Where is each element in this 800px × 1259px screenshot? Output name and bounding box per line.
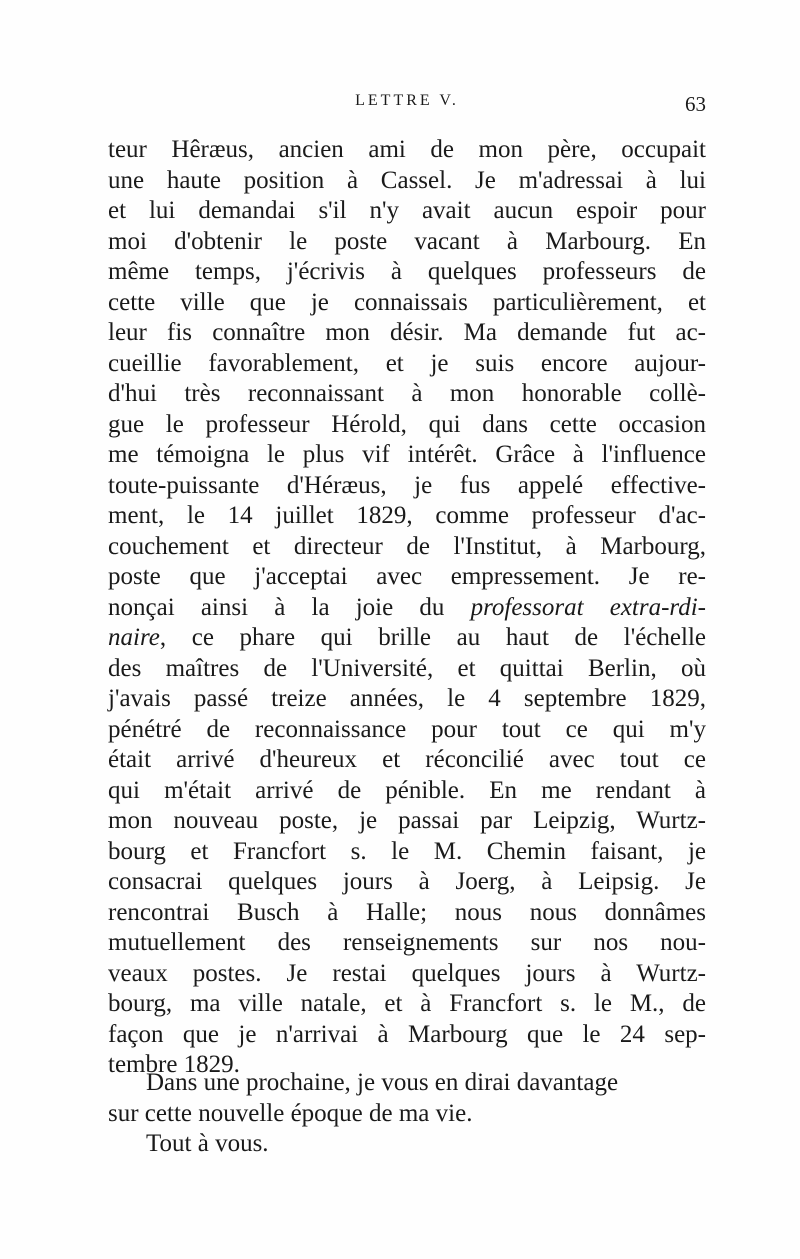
text-line: mon nouveau poste, je passai par Leipzig, Wurtz- xyxy=(108,807,706,834)
text-line: cueillie favorablement, et je suis encore aujour- xyxy=(108,349,706,377)
running-head xyxy=(108,92,706,122)
text-line: même temps, j'écrivis à quelques professeurs de xyxy=(108,258,706,285)
text-line: tembre 1829. xyxy=(108,1051,240,1078)
closing-line: Dans une prochaine, je vous en dirai davantage xyxy=(146,1069,619,1096)
page-number: 63 xyxy=(685,92,706,116)
text-line: cette ville que je connaissais particulièrement, et xyxy=(108,288,706,316)
italic-phrase: naire xyxy=(108,624,160,651)
text-line: consacrai quelques jours à Joerg, à Leipsig. Je xyxy=(108,868,706,895)
text-line: moi d'obtenir le poste vacant à Marbourg. En xyxy=(108,227,706,255)
text-line: veaux postes. Je restai quelques jours à Wurtz- xyxy=(108,959,706,987)
text-line: teur Hêræus, ancien ami de mon père, occupait xyxy=(108,136,706,163)
text-line: d'hui très reconnaissant à mon honorable collè- xyxy=(108,380,706,407)
text-line: mutuellement des renseignements sur nos nou- xyxy=(108,929,706,956)
text-line: me témoigna le plus vif intérêt. Grâce à l'influence xyxy=(108,441,706,468)
text-line: et lui demandai s'il n'y avait aucun espoir pour xyxy=(108,197,706,224)
text-line: couchement et directeur de l'Institut, à Marbourg, xyxy=(108,532,706,560)
text-line: bourg, ma ville natale, et à Francfort s. le M., de xyxy=(108,990,706,1017)
text-line: une haute position à Cassel. Je m'adressai à lui xyxy=(108,166,706,194)
text-line: était arrivé d'heureux et réconcilié avec tout ce xyxy=(108,746,706,773)
text-line: pénétré de reconnaissance pour tout ce qui m'y xyxy=(108,715,706,743)
text-line: des maîtres de l'Université, et quittai Berlin, où xyxy=(108,654,706,682)
text-line: j'avais passé treize années, le 4 septembre 1829, xyxy=(108,685,706,712)
text-line: rencontrai Busch à Halle; nous nous donnâmes xyxy=(108,898,706,926)
text-line: leur fis connaître mon désir. Ma demande fut ac- xyxy=(108,319,706,346)
text-run: nonçai ainsi à la joie du xyxy=(108,593,471,621)
text-line: toute-puissante d'Héræus, je fus appelé effective- xyxy=(108,471,706,499)
signoff: Tout à vous. xyxy=(146,1130,269,1157)
text-line: gue le professeur Hérold, qui dans cette occasion xyxy=(108,410,706,438)
body-text xyxy=(108,135,706,1081)
running-title: LETTRE V. xyxy=(355,92,459,109)
text-line: poste que j'acceptai avec empressement. Je re- xyxy=(108,563,706,590)
italic-phrase: professorat extra-rdi- xyxy=(470,593,706,621)
text-line: qui m'était arrivé de pénible. En me rendant à xyxy=(108,776,706,804)
closing-line: sur cette nouvelle époque de ma vie. xyxy=(108,1099,473,1127)
text-run: , ce phare qui brille au haut de l'échelle xyxy=(159,624,706,651)
text-line: bourg et Francfort s. le M. Chemin faisant, je xyxy=(108,837,706,865)
text-line-mixed xyxy=(108,593,706,624)
text-line: ment, le 14 juillet 1829, comme professeur d'ac- xyxy=(108,502,706,529)
text-line: façon que je n'arrivai à Marbourg que le 24 sep- xyxy=(108,1020,706,1048)
closing-paragraph xyxy=(108,1068,706,1160)
text-line-mixed xyxy=(108,623,706,654)
